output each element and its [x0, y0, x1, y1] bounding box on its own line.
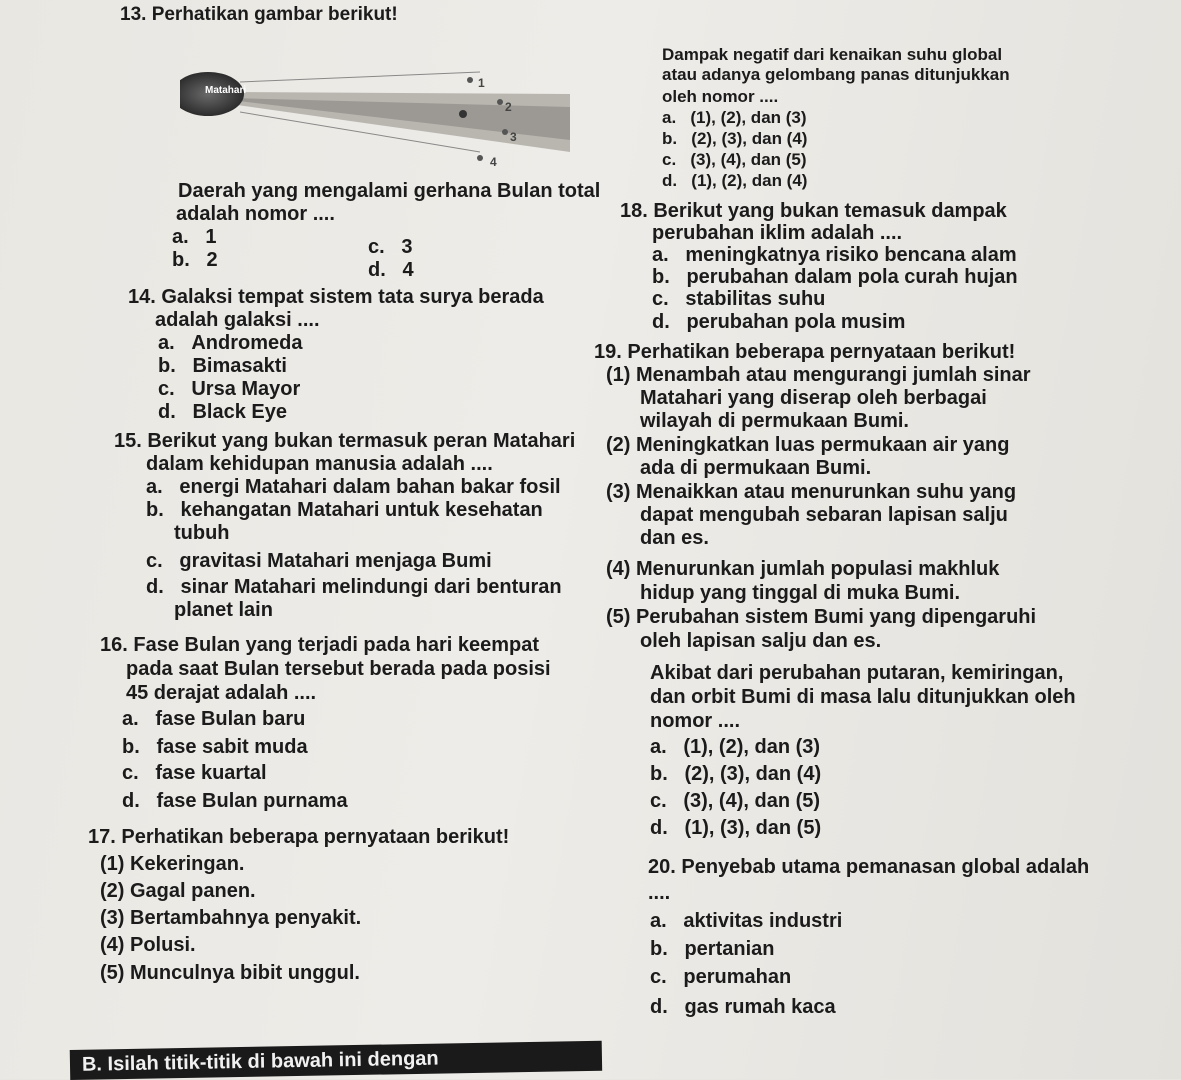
q13-option-d[interactable]: d. 4	[368, 259, 414, 281]
q16-option-c[interactable]: c. fase kuartal	[122, 762, 267, 784]
q15-line2: dalam kehidupan manusia adalah ....	[146, 453, 493, 475]
q15-option-b-cont: tubuh	[174, 522, 230, 544]
q18-line2: perubahan iklim adalah ....	[652, 222, 903, 244]
q19-s1-line3: wilayah di permukaan Bumi.	[640, 410, 909, 432]
q17-option-c[interactable]: c. (3), (4), dan (5)	[662, 150, 807, 169]
q16-line1: 16. Fase Bulan yang terjadi pada hari keempat	[100, 634, 540, 656]
q19-question-line1: Akibat dari perubahan putaran, kemiringan,	[650, 662, 1064, 684]
q13-header: 13. Perhatikan gambar berikut!	[120, 4, 398, 25]
q16-line3: 45 derajat adalah ....	[126, 682, 317, 704]
q19-s2-line1: (2) Meningkatkan luas permukaan air yang	[606, 434, 1010, 456]
q17-statement-1: (1) Kekeringan.	[100, 853, 245, 875]
q20-option-c[interactable]: c. perumahan	[650, 966, 792, 988]
q17-cont-line3: oleh nomor ....	[662, 87, 779, 106]
diagram-pos-4: 4	[490, 155, 497, 169]
diagram-pos-1: 1	[478, 76, 485, 90]
q17-statement-5: (5) Munculnya bibit unggul.	[100, 962, 360, 984]
q15-option-d-cont: planet lain	[174, 599, 273, 621]
q19-question-line3: nomor ....	[650, 710, 740, 732]
q19-option-c[interactable]: c. (3), (4), dan (5)	[650, 790, 821, 812]
q20-option-a[interactable]: a. aktivitas industri	[650, 910, 843, 932]
q18-line1: 18. Berikut yang bukan temasuk dampak	[620, 200, 1007, 222]
q20-line2: ....	[648, 882, 671, 904]
q16-line2: pada saat Bulan tersebut berada pada posisi	[126, 658, 551, 680]
q17-option-b[interactable]: b. (2), (3), dan (4)	[662, 129, 808, 148]
eclipse-diagram	[180, 52, 600, 182]
q19-s5-line2: oleh lapisan salju dan es.	[640, 630, 882, 652]
q19-s3-line1: (3) Menaikkan atau menurunkan suhu yang	[606, 481, 1017, 503]
q19-question-line2: dan orbit Bumi di masa lalu ditunjukkan oleh	[650, 686, 1076, 708]
q19-s1-line1: (1) Menambah atau mengurangi jumlah sinar	[606, 364, 1031, 386]
q18-option-b[interactable]: b. perubahan dalam pola curah hujan	[652, 266, 1018, 288]
q20-line1: 20. Penyebab utama pemanasan global adalah	[648, 856, 1090, 878]
q17-option-a[interactable]: a. (1), (2), dan (3)	[662, 108, 807, 127]
earth-shape	[459, 110, 467, 118]
q19-header: 19. Perhatikan beberapa pernyataan berikut!	[594, 341, 1016, 363]
q15-line1: 15. Berikut yang bukan termasuk peran Matahari	[114, 430, 576, 452]
q17-header: 17. Perhatikan beberapa pernyataan berikut!	[88, 826, 510, 848]
q16-option-d[interactable]: d. fase Bulan purnama	[122, 790, 348, 812]
q18-option-c[interactable]: c. stabilitas suhu	[652, 288, 826, 310]
diagram-pos-3: 3	[510, 130, 517, 144]
q13-prompt-line2: adalah nomor ....	[176, 203, 335, 225]
q20-option-d[interactable]: d. gas rumah kaca	[650, 996, 836, 1018]
q19-option-a[interactable]: a. (1), (2), dan (3)	[650, 736, 821, 758]
q19-option-b[interactable]: b. (2), (3), dan (4)	[650, 763, 822, 785]
q17-cont-line1: Dampak negatif dari kenaikan suhu global	[662, 45, 1003, 64]
q13-option-b[interactable]: b. 2	[172, 249, 218, 271]
q15-option-b[interactable]: b. kehangatan Matahari untuk kesehatan	[146, 499, 543, 521]
q17-statement-2: (2) Gagal panen.	[100, 880, 256, 902]
q13-option-c[interactable]: c. 3	[368, 236, 413, 258]
q19-s3-line3: dan es.	[640, 527, 709, 549]
q14-option-b[interactable]: b. Bimasakti	[158, 355, 287, 377]
q17-statement-3: (3) Bertambahnya penyakit.	[100, 907, 362, 929]
q17-cont-line2: atau adanya gelombang panas ditunjukkan	[662, 65, 1010, 84]
q16-option-b[interactable]: b. fase sabit muda	[122, 736, 308, 758]
diagram-sun-label: Matahari	[205, 85, 247, 96]
q13-option-a[interactable]: a. 1	[172, 226, 217, 248]
diagram-pos-2: 2	[505, 100, 512, 114]
q19-s5-line1: (5) Perubahan sistem Bumi yang dipengaruhi	[606, 606, 1037, 628]
q18-option-d[interactable]: d. perubahan pola musim	[652, 311, 906, 333]
q17-statement-4: (4) Polusi.	[100, 934, 196, 956]
q14-option-d[interactable]: d. Black Eye	[158, 401, 287, 423]
q14-line2: adalah galaksi ....	[155, 309, 320, 331]
q19-option-d[interactable]: d. (1), (3), dan (5)	[650, 817, 822, 839]
q14-line1: 14. Galaksi tempat sistem tata surya berada	[128, 286, 544, 308]
q15-option-c[interactable]: c. gravitasi Matahari menjaga Bumi	[146, 550, 492, 572]
q13-prompt-line1: Daerah yang mengalami gerhana Bulan total	[178, 180, 601, 202]
q19-s3-line2: dapat mengubah sebaran lapisan salju	[640, 504, 1008, 526]
q19-s4-line1: (4) Menurunkan jumlah populasi makhluk	[606, 558, 1000, 580]
q16-option-a[interactable]: a. fase Bulan baru	[122, 708, 306, 730]
q19-s1-line2: Matahari yang diserap oleh berbagai	[640, 387, 987, 409]
q14-option-a[interactable]: a. Andromeda	[158, 332, 303, 354]
q17-option-d[interactable]: d. (1), (2), dan (4)	[662, 171, 808, 190]
q18-option-a[interactable]: a. meningkatnya risiko bencana alam	[652, 244, 1017, 266]
q19-s2-line2: ada di permukaan Bumi.	[640, 457, 872, 479]
q15-option-d[interactable]: d. sinar Matahari melindungi dari benturan	[146, 576, 562, 598]
q19-s4-line2: hidup yang tinggal di muka Bumi.	[640, 582, 961, 604]
section-b-heading: B. Isilah titik-titik di bawah ini dengan	[70, 1041, 602, 1080]
q14-option-c[interactable]: c. Ursa Mayor	[158, 378, 301, 400]
q15-option-a[interactable]: a. energi Matahari dalam bahan bakar fosil	[146, 476, 561, 498]
q20-option-b[interactable]: b. pertanian	[650, 938, 775, 960]
